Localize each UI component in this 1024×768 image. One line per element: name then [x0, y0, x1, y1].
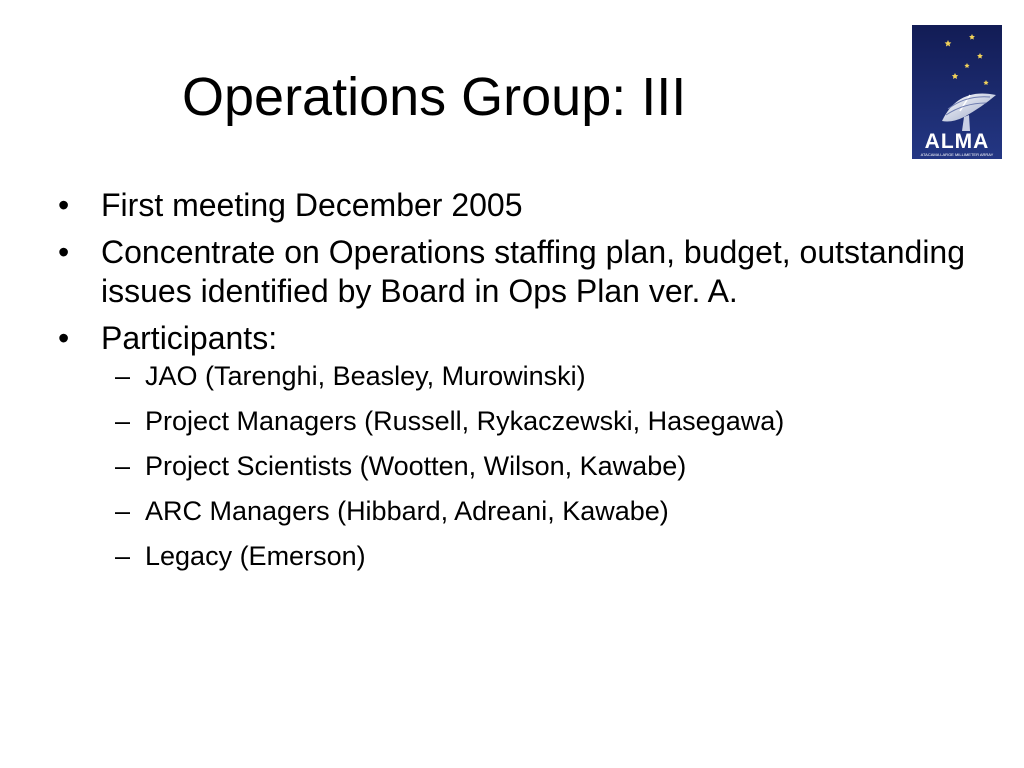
sub-bullet-marker: –	[115, 406, 131, 436]
bullet-concentrate	[58, 233, 988, 311]
bullet-list	[58, 186, 988, 585]
participant-text: JAO (Tarenghi, Beasley, Murowinski)	[145, 361, 586, 391]
bullet-participants	[58, 319, 988, 573]
slide-title: Operations Group: III	[182, 67, 687, 127]
bullet-marker: •	[58, 234, 70, 270]
participants-list	[101, 360, 988, 573]
bullet-marker: •	[58, 320, 70, 356]
alma-logo	[912, 25, 1002, 159]
sub-bullet-marker: –	[115, 496, 131, 526]
participant-item	[101, 450, 988, 483]
participant-item	[101, 540, 988, 573]
participant-text: Project Managers (Russell, Rykaczewski, Hasegawa)	[145, 406, 785, 436]
participant-text: Project Scientists (Wootten, Wilson, Kawabe)	[145, 451, 687, 481]
bullet-first-meeting	[58, 186, 988, 225]
participant-text: ARC Managers (Hibbard, Adreani, Kawabe)	[145, 496, 669, 526]
sub-bullet-marker: –	[115, 541, 131, 571]
sub-bullet-marker: –	[115, 361, 131, 391]
participant-item	[101, 360, 988, 393]
logo-subtext: ATACAMA LARGE MILLIMETER ARRAY	[920, 152, 994, 157]
bullet-marker: •	[58, 187, 70, 223]
bullet-text: Concentrate on Operations staffing plan, budget, outstanding issues identified by Board in Ops Plan ver. A.	[101, 234, 966, 309]
bullet-text: Participants:	[101, 320, 278, 356]
participant-item	[101, 495, 988, 528]
bullet-text: First meeting December 2005	[101, 187, 523, 223]
sub-bullet-marker: –	[115, 451, 131, 481]
logo-wordmark: ALMA	[924, 130, 990, 153]
participant-item	[101, 405, 988, 438]
participant-text: Legacy (Emerson)	[145, 541, 366, 571]
